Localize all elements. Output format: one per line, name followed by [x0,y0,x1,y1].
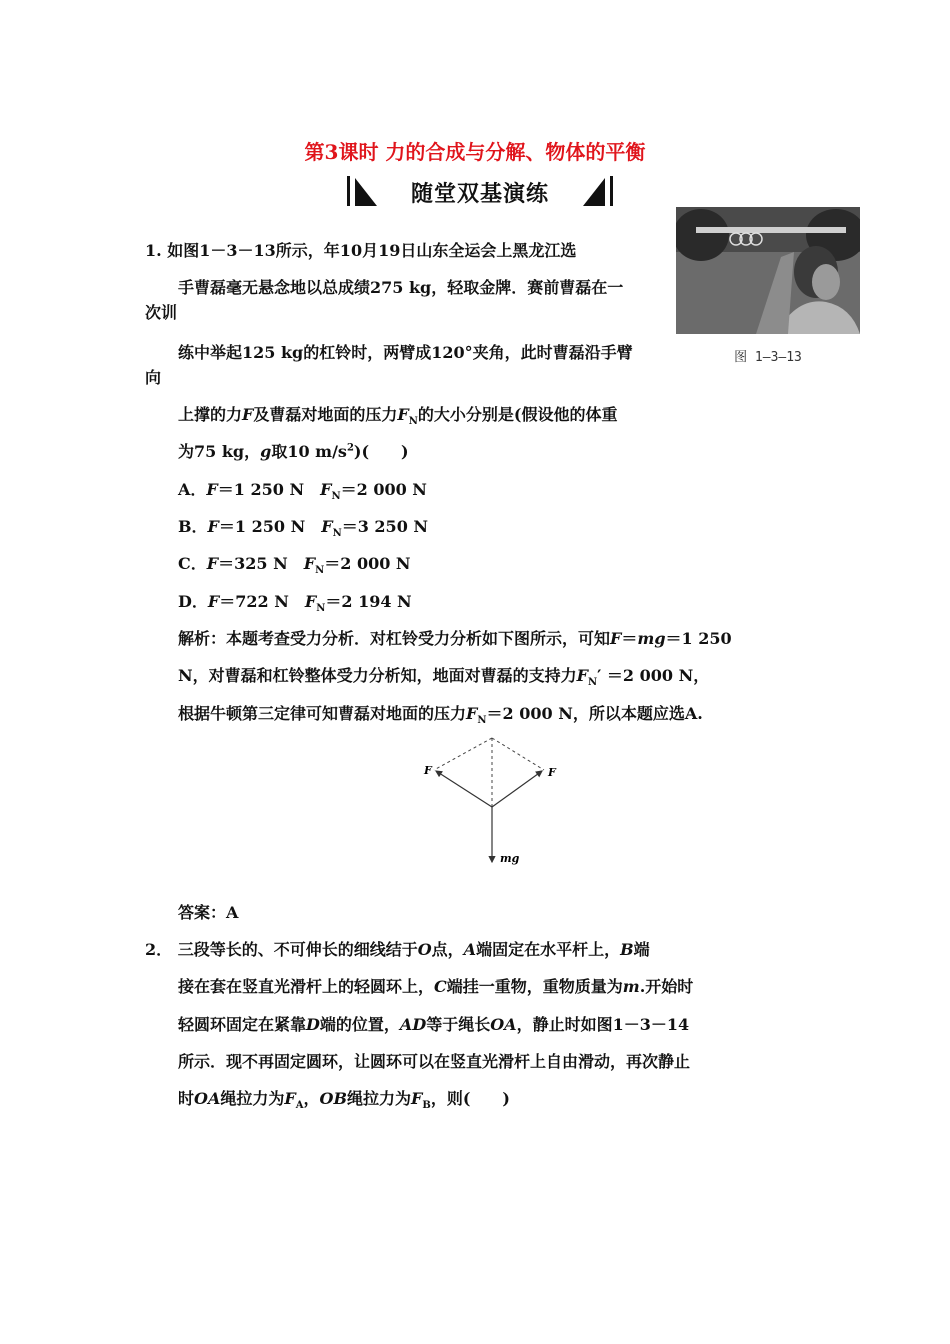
q1-option-a: A．F＝1 250 N $F_N=2$ 000 N [178,480,427,503]
q1-line-1: 1. 如图1－3－13所示，年10月19日山东全运会上黑龙江选 [145,241,577,260]
force-diagram [420,730,570,870]
q1-analysis-2: N，对曹磊和杠铃整体受力分析知，地面对曹磊的支持力$F_N' =2$ 000 N， [178,666,710,689]
q1-line-5: 向 [145,368,162,387]
diagram-label-right: F [548,766,556,779]
q2-line-4: 所示．现不再固定圆环，让圆环可以在竖直光滑杆上自由滑动，再次静止 [178,1052,691,1071]
q1-analysis-1: 解析：本题考查受力分析．对杠铃受力分析如下图所示，可知F＝mg＝1 250 [178,629,732,648]
figure-caption: 图 1—3—13 [734,350,802,365]
q2-line-2: 接在套在竖直光滑杆上的轻圆环上，C端挂一重物，重物质量为m.开始时 [178,977,694,996]
diagram-label-down: mg [500,852,520,865]
diagram-label-left: F [424,764,432,777]
q1-line-3: 次训 [145,303,178,322]
q1-line-6: 上撑的力F及曹磊对地面的压力$F_N$的大小分别是(假设他的体重 [178,405,618,428]
q1-line-7: 为75 kg，g取10 $m/s^2$)( ) [178,442,409,461]
q1-line-4: 练中举起125 kg的杠铃时，两臂成120°夹角，此时曹磊沿手臂 [178,343,633,362]
section-banner [345,172,615,212]
q1-option-c: C．F＝325 N $F_N=2$ 000 N [178,554,411,577]
q1-line-2: 手曹磊毫无悬念地以总成绩275 kg，轻取金牌．赛前曹磊在一 [178,278,624,297]
page-title: 第3课时 力的合成与分解、物体的平衡 [304,140,646,164]
q1-option-d: D．F＝722 N $F_N=2$ 194 N [178,592,412,615]
q2-line-3: 轻圆环固定在紧靠D端的位置，AD等于绳长OA，静止时如图1－3－14 [178,1015,690,1034]
weightlifter-photo [676,207,860,334]
q2-line-5: 时OA绳拉力为$F_A$，OB绳拉力为$F_B$，则( ) [178,1089,510,1112]
q2-line-1: 2． 三段等长的、不可伸长的细线结于O点，A端固定在水平杆上，B端 [145,940,650,959]
banner-title: 随堂双基演练 [410,182,549,207]
q1-analysis-3: 根据牛顿第三定律可知曹磊对地面的压力$F_N=2$ 000 N，所以本题应选A. [178,704,703,727]
q1-answer: 答案：A [178,903,239,922]
q1-option-b: B．F＝1 250 N $F_N=3$ 250 N [178,517,429,540]
